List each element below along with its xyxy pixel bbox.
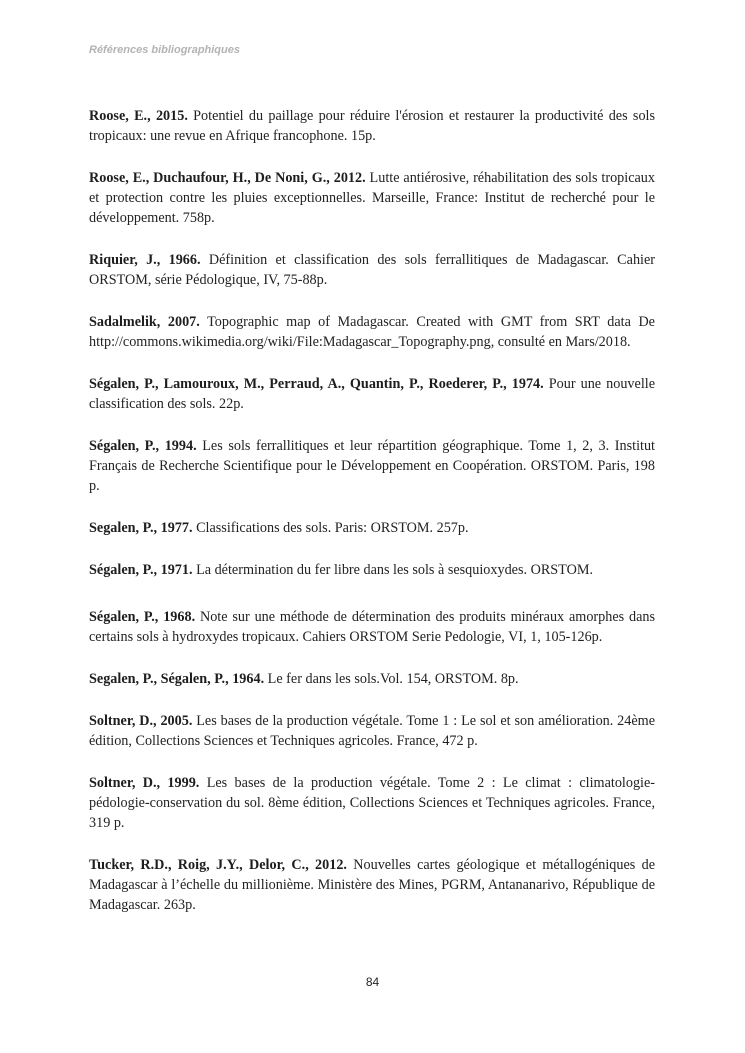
reference-entry <box>89 250 655 290</box>
reference-entry <box>89 607 655 647</box>
reference-text: Les sols ferrallitiques et leur répartition géographique. Tome 1, 2, 3. Institut Français de Recherche Scientifique pour le Développement en Coopération. ORSTOM. Paris, 198 p. <box>89 438 655 494</box>
reference-list <box>89 106 655 937</box>
reference-author: Ségalen, P., 1968. <box>89 609 196 625</box>
reference-author: Roose, E., Duchaufour, H., De Noni, G., 2012. <box>89 170 366 186</box>
reference-entry <box>89 669 655 689</box>
reference-text: Les bases de la production végétale. Tome 1 : Le sol et son amélioration. 24ème édition, Collections Sciences et Techniques agricoles. France, 472 p. <box>89 713 656 749</box>
reference-entry <box>89 518 655 538</box>
reference-entry <box>89 374 655 414</box>
reference-author: Ségalen, P., Lamouroux, M., Perraud, A., Quantin, P., Roederer, P., 1974. <box>89 376 544 392</box>
reference-entry <box>89 560 655 580</box>
reference-author: Riquier, J., 1966. <box>89 252 201 268</box>
reference-text: Potentiel du paillage pour réduire l'érosion et restaurer la productivité des sols tropicaux: une revue en Afrique francophone. 15p. <box>89 108 656 144</box>
reference-text: Pour une nouvelle classification des sols. 22p. <box>89 376 656 412</box>
reference-author: Sadalmelik, 2007. <box>89 314 200 330</box>
reference-text: Classifications des sols. Paris: ORSTOM. 257p. <box>192 520 469 536</box>
reference-text: Définition et classification des sols ferrallitiques de Madagascar. Cahier ORSTOM, série Pédologique, IV, 75-88p. <box>89 252 655 288</box>
reference-text: Topographic map of Madagascar. Created with GMT from SRT data De http://commons.wikimedia.org/wiki/File:Madagascar_Topography.png, consulté en Mars/2018. <box>89 314 655 350</box>
reference-text: La détermination du fer libre dans les sols à sesquioxydes. ORSTOM. <box>192 562 594 578</box>
reference-entry <box>89 436 655 496</box>
reference-author: Soltner, D., 1999. <box>89 775 200 791</box>
reference-author: Ségalen, P., 1994. <box>89 438 197 454</box>
reference-author: Segalen, P., Ségalen, P., 1964. <box>89 671 265 687</box>
reference-author: Tucker, R.D., Roig, J.Y., Delor, C., 2012. <box>89 857 347 873</box>
reference-author: Soltner, D., 2005. <box>89 713 193 729</box>
reference-entry <box>89 711 655 751</box>
reference-entry <box>89 168 655 228</box>
reference-author: Ségalen, P., 1971. <box>89 562 193 578</box>
reference-entry <box>89 773 655 833</box>
reference-text: Les bases de la production végétale. Tome 2 : Le climat : climatologie-pédologie-conservation du sol. 8ème édition, Collections Sciences et Techniques agricoles. France, 319 p. <box>89 775 656 831</box>
reference-entry <box>89 106 655 146</box>
reference-text: Lutte antiérosive, réhabilitation des sols tropicaux et protection contre les pluies exceptionnelles. Marseille, France: Institut de recherché pour le développement. 758p. <box>89 170 655 226</box>
reference-entry <box>89 312 655 352</box>
reference-author: Roose, E., 2015. <box>89 108 188 124</box>
reference-author: Segalen, P., 1977. <box>89 520 193 536</box>
reference-entry <box>89 855 655 915</box>
reference-text: Nouvelles cartes géologique et métallogéniques de Madagascar à l’échelle du millionième. Ministère des Mines, PGRM, Antananarivo, République de Madagascar. 263p. <box>89 857 655 913</box>
running-header: Références bibliographiques <box>89 44 240 56</box>
page-number: 84 <box>365 975 380 989</box>
reference-text: Le fer dans les sols.Vol. 154, ORSTOM. 8p. <box>264 671 519 687</box>
reference-text: Note sur une méthode de détermination des produits minéraux amorphes dans certains sols à hydroxydes tropicaux. Cahiers ORSTOM Serie Pedologie, VI, 1, 105-126p. <box>89 609 655 645</box>
